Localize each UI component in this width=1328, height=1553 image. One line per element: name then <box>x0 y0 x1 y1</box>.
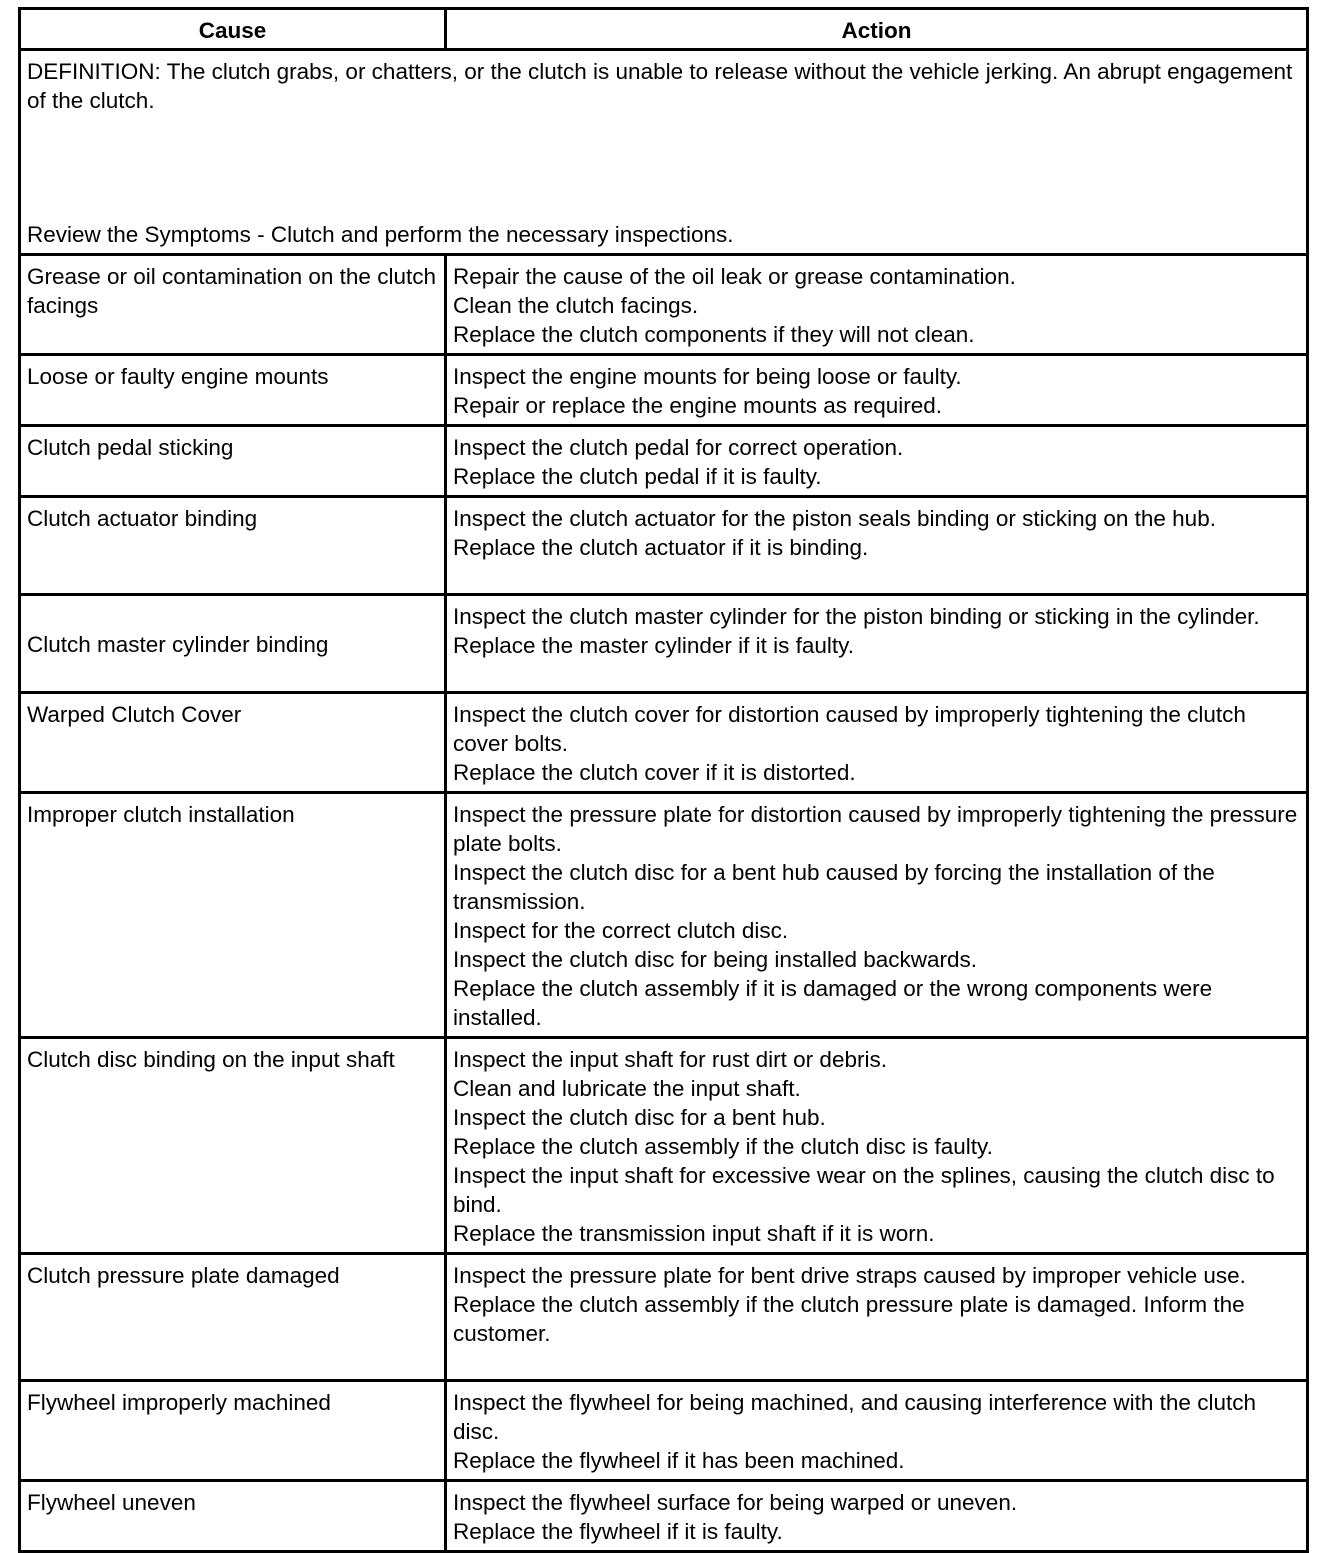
action-cell <box>446 1038 1308 1254</box>
action-line: Replace the clutch assembly if the clutch pressure plate is damaged. Inform the customer. <box>453 1292 1245 1346</box>
table-row <box>20 426 1308 497</box>
table-row <box>20 1254 1308 1381</box>
definition-text: DEFINITION: The clutch grabs, or chatters, or the clutch is unable to release without the vehicle jerking. An abrupt engagement of the clutch. <box>27 59 1293 113</box>
table-row <box>20 1038 1308 1254</box>
table-row <box>20 595 1308 693</box>
action-line: Inspect the clutch pedal for correct operation. <box>453 435 904 460</box>
cause-cell: Clutch disc binding on the input shaft <box>20 1038 446 1254</box>
table-row <box>20 255 1308 355</box>
table-row <box>20 1481 1308 1552</box>
cause-cell: Flywheel uneven <box>20 1481 446 1552</box>
table-row <box>20 497 1308 595</box>
action-cell <box>446 355 1308 426</box>
action-line: Inspect the flywheel surface for being warped or uneven. <box>453 1490 1018 1515</box>
diagnostic-table <box>18 7 1309 1553</box>
cause-cell: Flywheel improperly machined <box>20 1381 446 1481</box>
action-cell <box>446 1481 1308 1552</box>
action-line: Replace the clutch assembly if the clutch disc is faulty. <box>453 1134 993 1159</box>
table-row <box>20 793 1308 1038</box>
action-cell <box>446 1254 1308 1381</box>
action-line: Inspect the clutch cover for distortion caused by improperly tightening the clutch cover bolts. <box>453 702 1246 756</box>
action-line: Inspect the clutch master cylinder for the piston binding or sticking in the cylinder. <box>453 604 1260 629</box>
action-line: Replace the clutch components if they will not clean. <box>453 322 975 347</box>
action-line: Inspect the input shaft for excessive wear on the splines, causing the clutch disc to bind. <box>453 1163 1275 1217</box>
table-row <box>20 355 1308 426</box>
action-cell <box>446 426 1308 497</box>
action-cell <box>446 595 1308 693</box>
action-line: Inspect the clutch disc for being installed backwards. <box>453 947 978 972</box>
action-line: Replace the master cylinder if it is faulty. <box>453 633 854 658</box>
action-line: Inspect the pressure plate for distortion caused by improperly tightening the pressure plate bolts. <box>453 802 1298 856</box>
action-line: Inspect the pressure plate for bent drive straps caused by improper vehicle use. <box>453 1263 1246 1288</box>
cause-cell: Clutch pressure plate damaged <box>20 1254 446 1381</box>
cause-cell: Clutch master cylinder binding <box>20 595 446 693</box>
cause-cell: Clutch pedal sticking <box>20 426 446 497</box>
action-line: Inspect the input shaft for rust dirt or debris. <box>453 1047 887 1072</box>
action-line: Inspect the flywheel for being machined, and causing interference with the clutch disc. <box>453 1390 1256 1444</box>
action-line: Inspect for the correct clutch disc. <box>453 918 789 943</box>
action-cell <box>446 793 1308 1038</box>
action-cell <box>446 497 1308 595</box>
definition-cell <box>20 50 1308 255</box>
cause-cell: Clutch actuator binding <box>20 497 446 595</box>
action-line: Inspect the clutch disc for a bent hub caused by forcing the installation of the transmission. <box>453 860 1215 914</box>
action-line: Replace the clutch actuator if it is binding. <box>453 535 869 560</box>
table-row <box>20 693 1308 793</box>
action-line: Inspect the engine mounts for being loose or faulty. <box>453 364 962 389</box>
action-line: Inspect the clutch actuator for the piston seals binding or sticking on the hub. <box>453 506 1216 531</box>
action-line: Repair or replace the engine mounts as required. <box>453 393 943 418</box>
column-header-action: Action <box>446 9 1308 50</box>
action-line: Inspect the clutch disc for a bent hub. <box>453 1105 826 1130</box>
action-cell <box>446 1381 1308 1481</box>
review-instruction: Review the Symptoms - Clutch and perform the necessary inspections. <box>27 222 734 247</box>
action-line: Clean the clutch facings. <box>453 293 699 318</box>
cause-cell: Grease or oil contamination on the clutch facings <box>20 255 446 355</box>
header-row <box>20 9 1308 50</box>
action-line: Replace the transmission input shaft if it is worn. <box>453 1221 935 1246</box>
action-line: Replace the clutch assembly if it is damaged or the wrong components were installed. <box>453 976 1213 1030</box>
action-cell <box>446 255 1308 355</box>
cause-cell: Warped Clutch Cover <box>20 693 446 793</box>
column-header-cause: Cause <box>20 9 446 50</box>
action-line: Repair the cause of the oil leak or grease contamination. <box>453 264 1016 289</box>
action-line: Clean and lubricate the input shaft. <box>453 1076 801 1101</box>
cause-cell: Improper clutch installation <box>20 793 446 1038</box>
cause-cell: Loose or faulty engine mounts <box>20 355 446 426</box>
table-row <box>20 1381 1308 1481</box>
action-cell <box>446 693 1308 793</box>
action-line: Replace the flywheel if it is faulty. <box>453 1519 783 1544</box>
definition-row <box>20 50 1308 255</box>
action-line: Replace the clutch cover if it is distorted. <box>453 760 856 785</box>
action-line: Replace the clutch pedal if it is faulty. <box>453 464 822 489</box>
action-line: Replace the flywheel if it has been machined. <box>453 1448 905 1473</box>
